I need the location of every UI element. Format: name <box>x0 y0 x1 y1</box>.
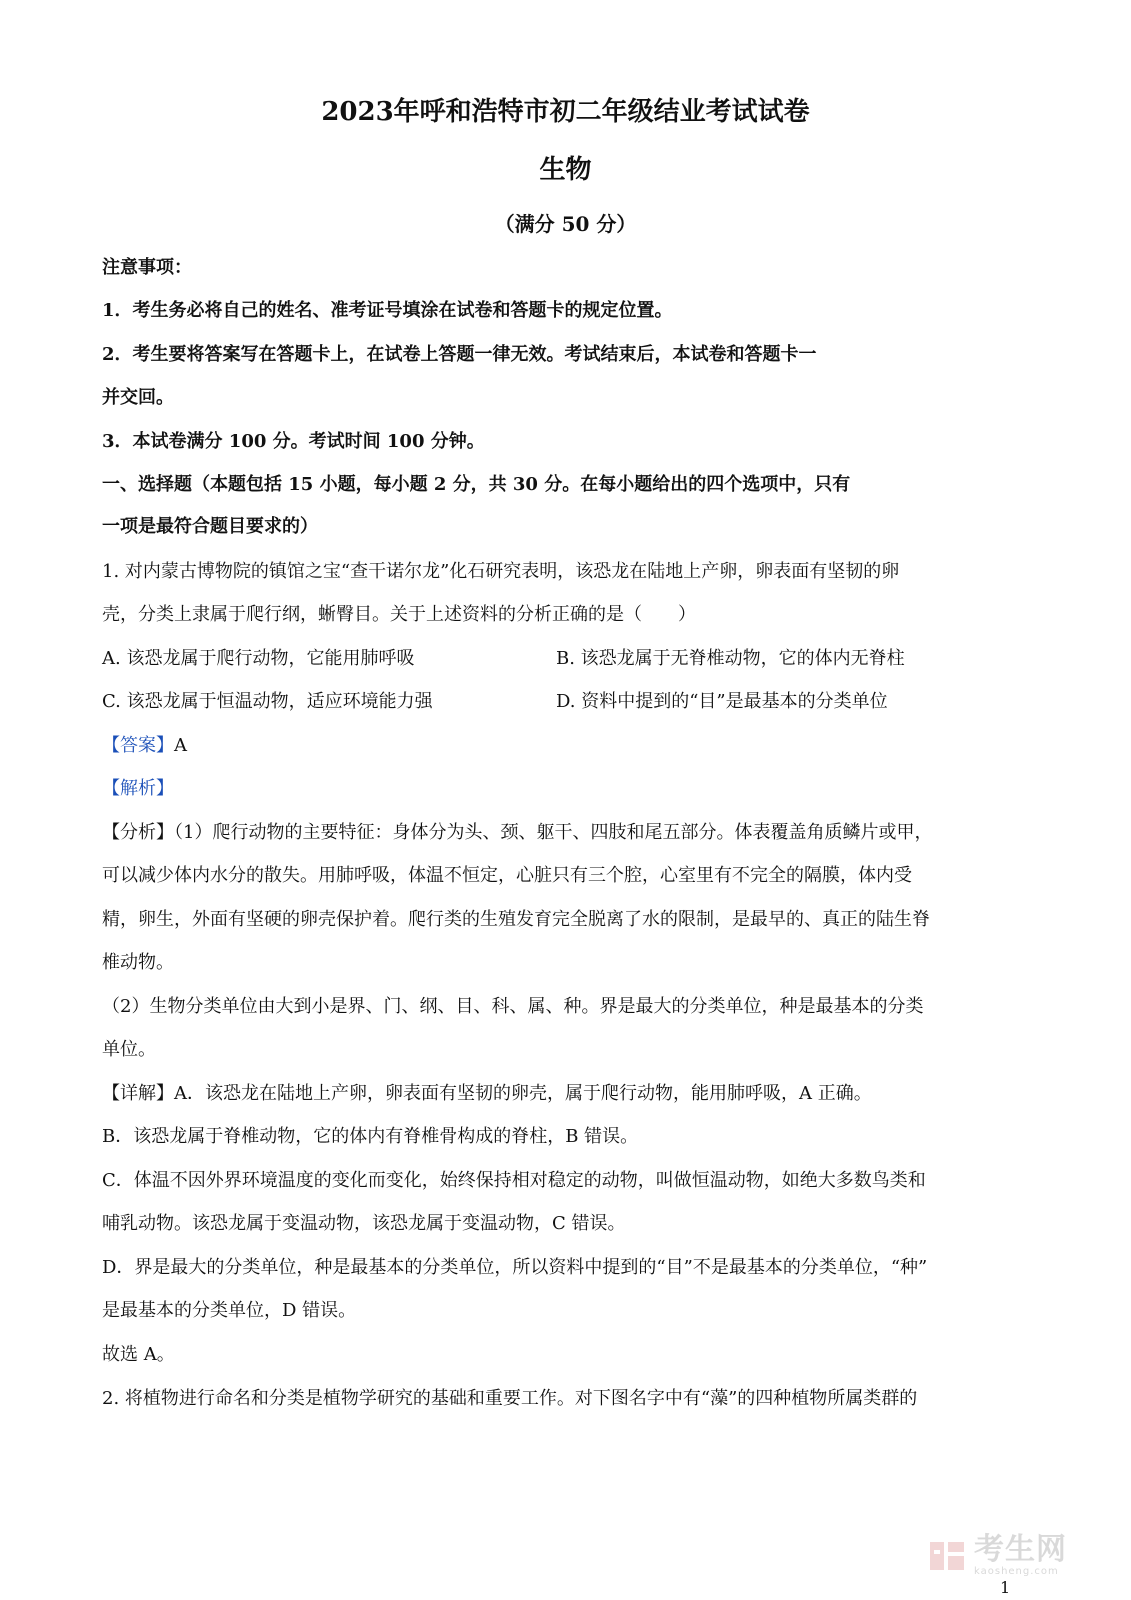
section-heading-line2: 一项是最符合题目要求的） <box>102 516 318 537</box>
analysis-label: 【解析】 <box>102 778 174 799</box>
q1-stem-line2: 壳，分类上隶属于爬行纲，蜥臀目。关于上述资料的分析正确的是（ ） <box>102 604 696 625</box>
watermark <box>928 1532 1098 1580</box>
watermark-text: 考生网 <box>974 1532 1067 1567</box>
note-item-1: 1．考生务必将自己的姓名、准考证号填涂在试卷和答题卡的规定位置。 <box>102 300 673 321</box>
note-item-2-line2: 并交回。 <box>102 387 174 408</box>
detail-line: D．界是最大的分类单位，种是最基本的分类单位，所以资料中提到的“目”不是最基本的分类单位，“种” <box>102 1257 928 1278</box>
answer-label: 【答案】 <box>102 735 174 756</box>
q1-stem-line1: 1. 对内蒙古博物院的镇馆之宝“查干诺尔龙”化石研究表明，该恐龙在陆地上产卵，卵表面有坚韧的卵 <box>102 561 900 582</box>
detail-line: 故选 A。 <box>102 1344 175 1365</box>
subject-title: 生物 <box>539 155 592 185</box>
analysis-line: 单位。 <box>102 1039 156 1060</box>
answer-value: A <box>174 735 187 756</box>
section-heading-line1: 一、选择题（本题包括 15 小题，每小题 2 分，共 30 分。在每小题给出的四个选项中，只有 <box>102 474 851 495</box>
score-note: （满分 50 分） <box>494 212 637 236</box>
detail-line: C．体温不因外界环境温度的变化而变化，始终保持相对稳定的动物，叫做恒温动物，如绝大多数鸟类和 <box>102 1170 926 1191</box>
q1-answer <box>102 732 187 760</box>
analysis-line: 可以减少体内水分的散失。用肺呼吸，体温不恒定，心脏只有三个腔，心室里有不完全的隔膜，体内受 <box>102 865 912 886</box>
q2-stem-line1: 2. 将植物进行命名和分类是植物学研究的基础和重要工作。对下图名字中有“藻”的四种植物所属类群的 <box>102 1388 918 1409</box>
q1-option-b: B. 该恐龙属于无脊椎动物，它的体内无脊柱 <box>556 648 905 669</box>
q1-option-c: C. 该恐龙属于恒温动物，适应环境能力强 <box>102 691 433 712</box>
analysis-line: 椎动物。 <box>102 952 174 973</box>
q1-option-a: A. 该恐龙属于爬行动物，它能用肺呼吸 <box>102 648 415 669</box>
note-item-3: 3．本试卷满分 100 分。考试时间 100 分钟。 <box>102 431 485 452</box>
detail-line: 【详解】A．该恐龙在陆地上产卵，卵表面有坚韧的卵壳，属于爬行动物，能用肺呼吸，A 正确。 <box>102 1083 872 1104</box>
analysis-line: 【分析】（1）爬行动物的主要特征：身体分为头、颈、躯干、四肢和尾五部分。体表覆盖角质鳞片或甲， <box>102 822 933 843</box>
q1-option-d: D. 资料中提到的“目”是最基本的分类单位 <box>556 691 888 712</box>
detail-line: 是最基本的分类单位，D 错误。 <box>102 1300 357 1321</box>
detail-line: B．该恐龙属于脊椎动物，它的体内有脊椎骨构成的脊柱，B 错误。 <box>102 1126 639 1147</box>
note-item-2-line1: 2．考生要将答案写在答题卡上，在试卷上答题一律无效。考试结束后，本试卷和答题卡一 <box>102 344 817 365</box>
detail-line: 哺乳动物。该恐龙属于变温动物，该恐龙属于变温动物，C 错误。 <box>102 1213 626 1234</box>
analysis-line: 精，卵生，外面有坚硬的卵壳保护着。爬行类的生殖发育完全脱离了水的限制，是最早的、真正的陆生脊 <box>102 909 930 930</box>
watermark-sub: kaosheng.com <box>974 1566 1059 1577</box>
exam-title: 2023年呼和浩特市初二年级结业考试试卷 <box>321 97 810 127</box>
notes-heading: 注意事项： <box>102 257 192 278</box>
analysis-line: （2）生物分类单位由大到小是界、门、纲、目、科、属、种。界是最大的分类单位，种是最基本的分类 <box>102 996 924 1017</box>
kaosheng-logo-icon <box>928 1536 968 1576</box>
page-number: 1 <box>1000 1578 1011 1597</box>
